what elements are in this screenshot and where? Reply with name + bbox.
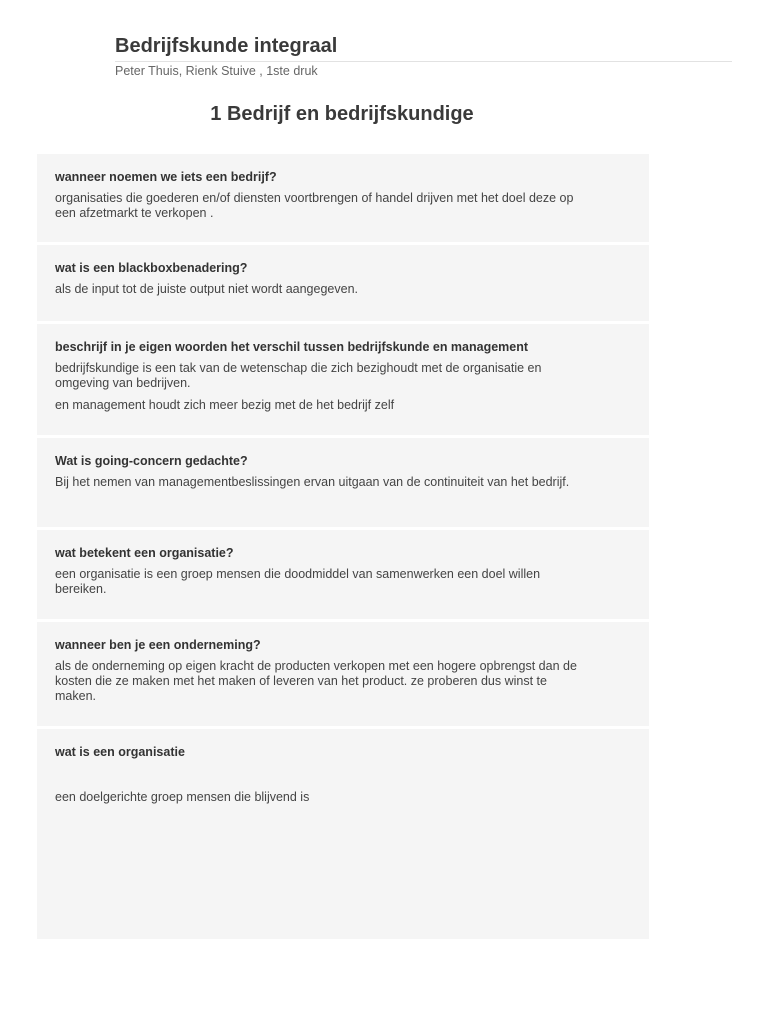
flashcard-answer: bedrijfskundige is een tak van de wetenschap die zich bezighoudt met de organisatie en omgeving van bedrijven.: [55, 361, 542, 390]
flashcard-answer: als de onderneming op eigen kracht de producten verkopen met een hogere opbrengst dan de kosten die ze maken met het maken of leveren van het product. ze proberen dus winst te maken.: [55, 659, 577, 703]
flashcard: [37, 245, 649, 321]
flashcard: [37, 324, 649, 435]
book-title: Bedrijfskunde integraal: [115, 34, 732, 62]
flashcard: [37, 729, 649, 939]
flashcard: [37, 530, 649, 619]
flashcard-answer: een doelgerichte groep mensen die blijvend is: [55, 790, 310, 804]
flashcard-question: wanneer noemen we iets een bedrijf?: [55, 170, 277, 184]
flashcard-question: wanneer ben je een onderneming?: [55, 638, 261, 652]
flashcard-question: Wat is going-concern gedachte?: [55, 454, 248, 468]
flashcard-question: wat is een blackboxbenadering?: [55, 261, 248, 275]
chapter-title: 1 Bedrijf en bedrijfskundige: [210, 103, 474, 125]
flashcard-question: wat is een organisatie: [55, 745, 185, 759]
book-authors: Peter Thuis, Rienk Stuive , 1ste druk: [115, 64, 318, 78]
flashcard-answer: als de input tot de juiste output niet wordt aangegeven.: [55, 282, 358, 296]
flashcard-question: beschrijf in je eigen woorden het verschil tussen bedrijfskunde en management: [55, 340, 529, 354]
flashcard: [37, 154, 649, 242]
flashcard-list: [37, 154, 649, 942]
flashcard-answer: organisaties die goederen en/of diensten voortbrengen of handel drijven met het doel deze op een afzetmarkt te verkopen .: [55, 191, 574, 220]
flashcard: [37, 438, 649, 527]
flashcard: [37, 622, 649, 726]
flashcard-answer: Bij het nemen van managementbeslissingen ervan uitgaan van de continuiteit van het bedrijf.: [55, 475, 570, 489]
document-header: [115, 34, 732, 79]
flashcard-answer: een organisatie is een groep mensen die doodmiddel van samenwerken een doel willen bereiken.: [55, 567, 541, 596]
flashcard-question: wat betekent een organisatie?: [55, 546, 234, 560]
flashcard-answer: en management houdt zich meer bezig met de het bedrijf zelf: [55, 398, 395, 412]
